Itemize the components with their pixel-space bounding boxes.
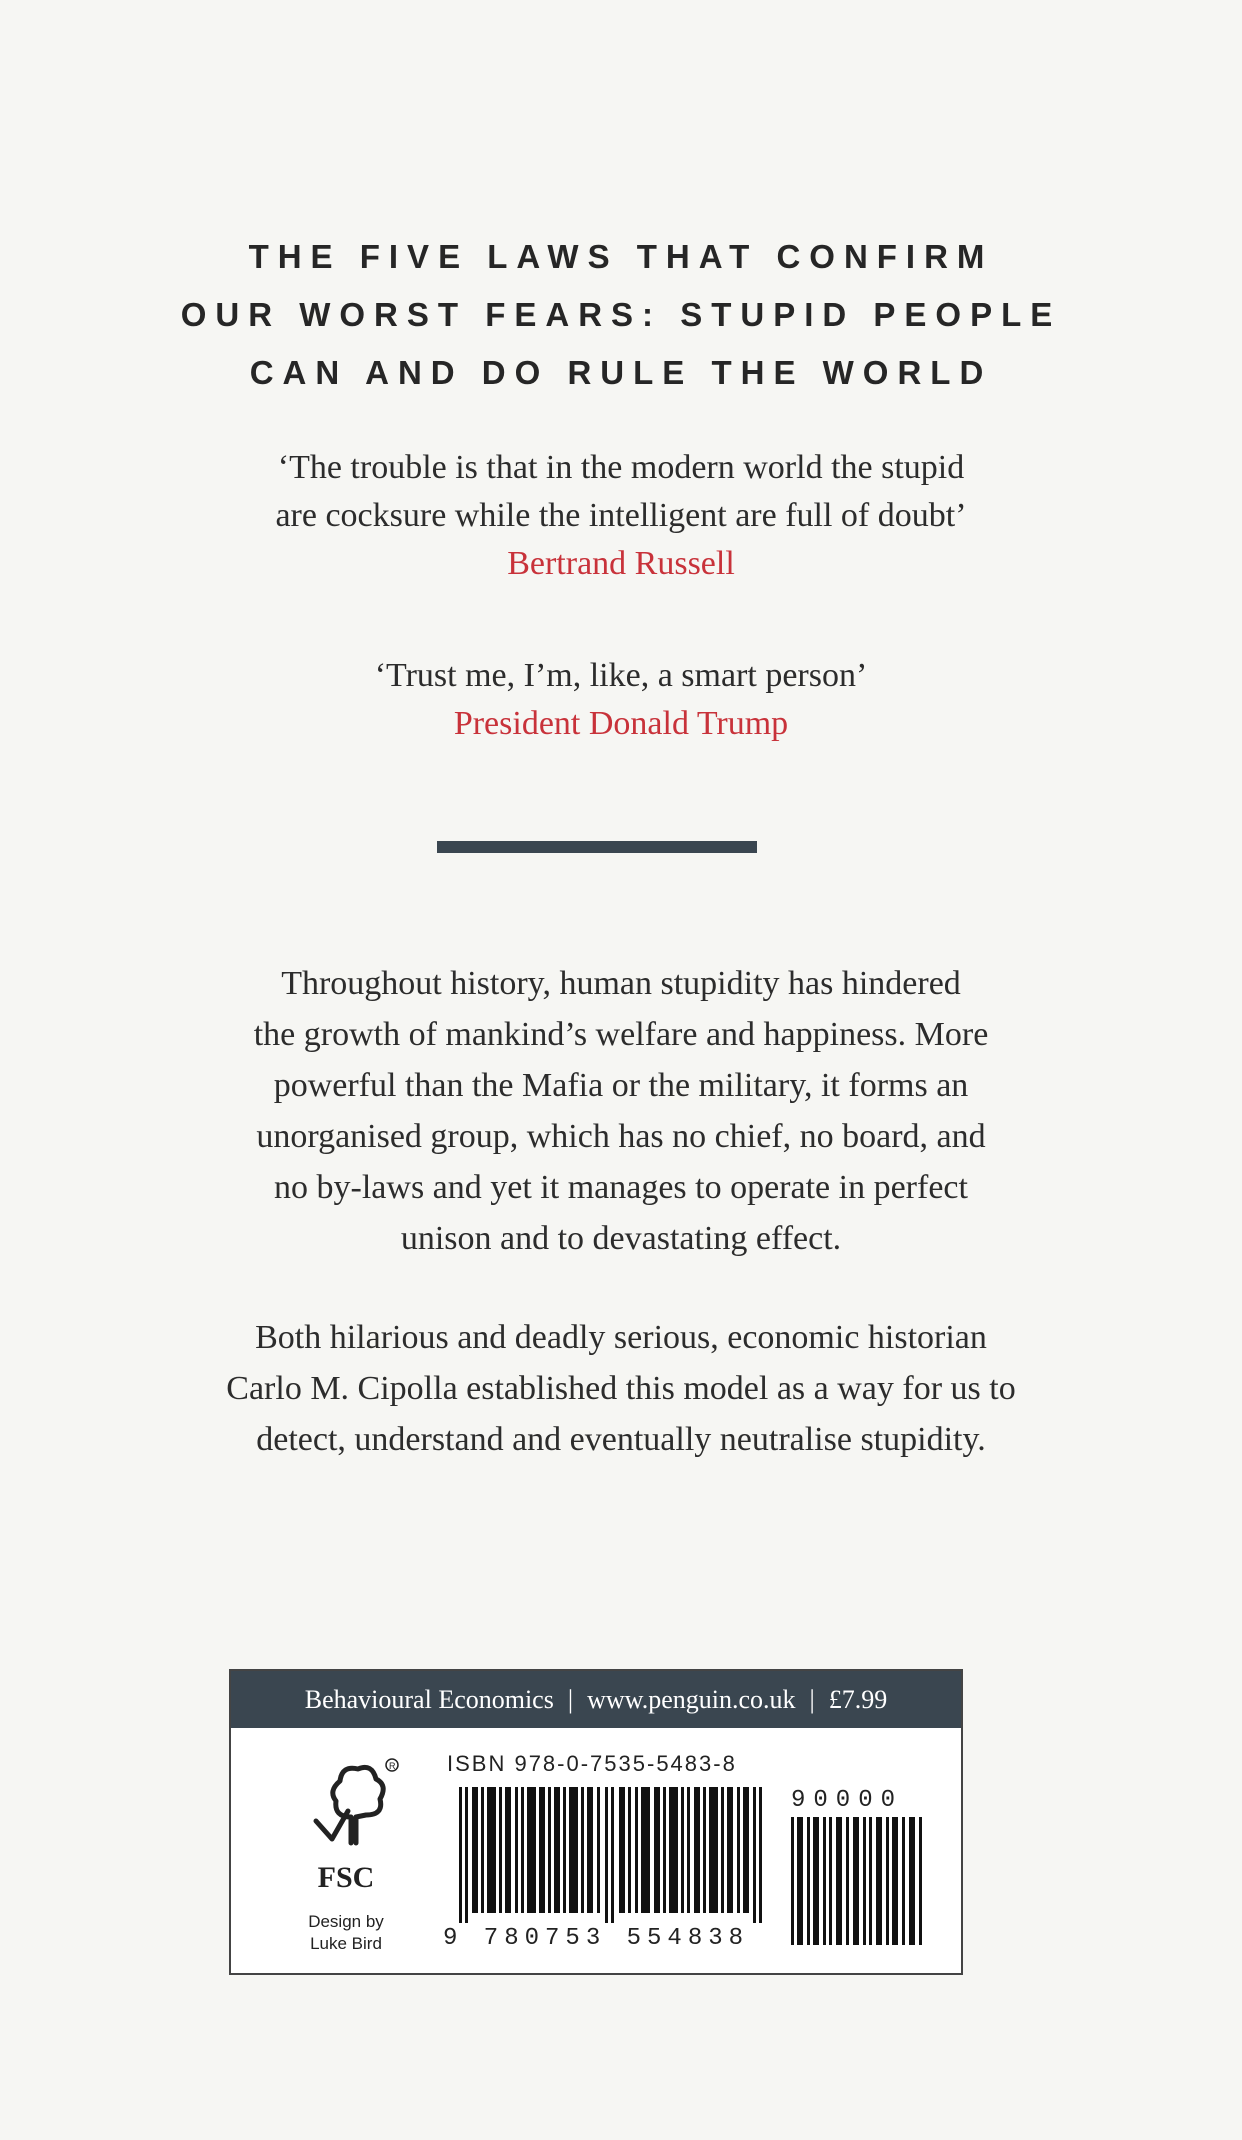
blurb-line: the growth of mankind’s welfare and happiness. More [253, 1016, 989, 1053]
barcode-box [229, 1669, 963, 1975]
design-credit-line-2: Luke Bird [310, 1934, 382, 1953]
ean-barcode [459, 1787, 779, 1923]
quote-attribution: Bertrand Russell [507, 545, 735, 582]
blurb-line: no by-laws and yet it manages to operate in perfect [274, 1169, 968, 1206]
headline-line-1: THE FIVE LAWS THAT CONFIRM [248, 238, 994, 275]
fsc-label: FSC [317, 1861, 375, 1894]
barcode-digits: 9 780753 554838 [443, 1925, 750, 1952]
svg-text:R: R [389, 1761, 396, 1771]
addon-digits: 90000 [791, 1787, 904, 1814]
blurb-line: unison and to devastating effect. [400, 1220, 842, 1257]
blurb-line: Throughout history, human stupidity has hindered [281, 965, 961, 1002]
quote-attribution: President Donald Trump [453, 705, 789, 742]
blurb-line: unorganised group, which has no chief, no board, and [256, 1118, 986, 1155]
quote-text-line-1: ‘The trouble is that in the modern world the stupid [277, 449, 965, 486]
blurb-paragraph-2 [150, 1312, 1092, 1465]
quote-russell [0, 444, 1242, 588]
fsc-logo [291, 1751, 411, 1951]
price-banner [231, 1671, 961, 1728]
quote-text-line-1: ‘Trust me, I’m, like, a smart person’ [374, 657, 868, 694]
category-label: Behavioural Economics [304, 1685, 554, 1714]
addon-barcode [791, 1817, 931, 1945]
separator: | [567, 1685, 574, 1714]
divider-bar [437, 841, 757, 853]
blurb-line: Carlo M. Cipolla established this model as a way for us to [226, 1370, 1016, 1407]
fsc-tree-icon [296, 1751, 406, 1856]
blurb-line: powerful than the Mafia or the military, it forms an [273, 1067, 969, 1104]
design-credit [291, 1911, 401, 1955]
quote-text-line-2: are cocksure while the intelligent are full of doubt’ [275, 497, 967, 534]
isbn-text: ISBN 978-0-7535-5483-8 [447, 1751, 737, 1776]
price-label: £7.99 [828, 1685, 888, 1714]
blurb-line: detect, understand and eventually neutralise stupidity. [256, 1421, 986, 1458]
design-credit-line-1: Design by [308, 1912, 384, 1931]
blurb-paragraph-1 [150, 958, 1092, 1264]
separator: | [809, 1685, 815, 1714]
headline [0, 228, 1242, 402]
quote-trump [0, 652, 1242, 748]
publisher-url: www.penguin.co.uk [587, 1685, 796, 1714]
blurb-line: Both hilarious and deadly serious, economic historian [255, 1319, 987, 1356]
headline-line-2: OUR WORST FEARS: STUPID PEOPLE [180, 296, 1062, 333]
headline-line-3: CAN AND DO RULE THE WORLD [249, 354, 993, 391]
